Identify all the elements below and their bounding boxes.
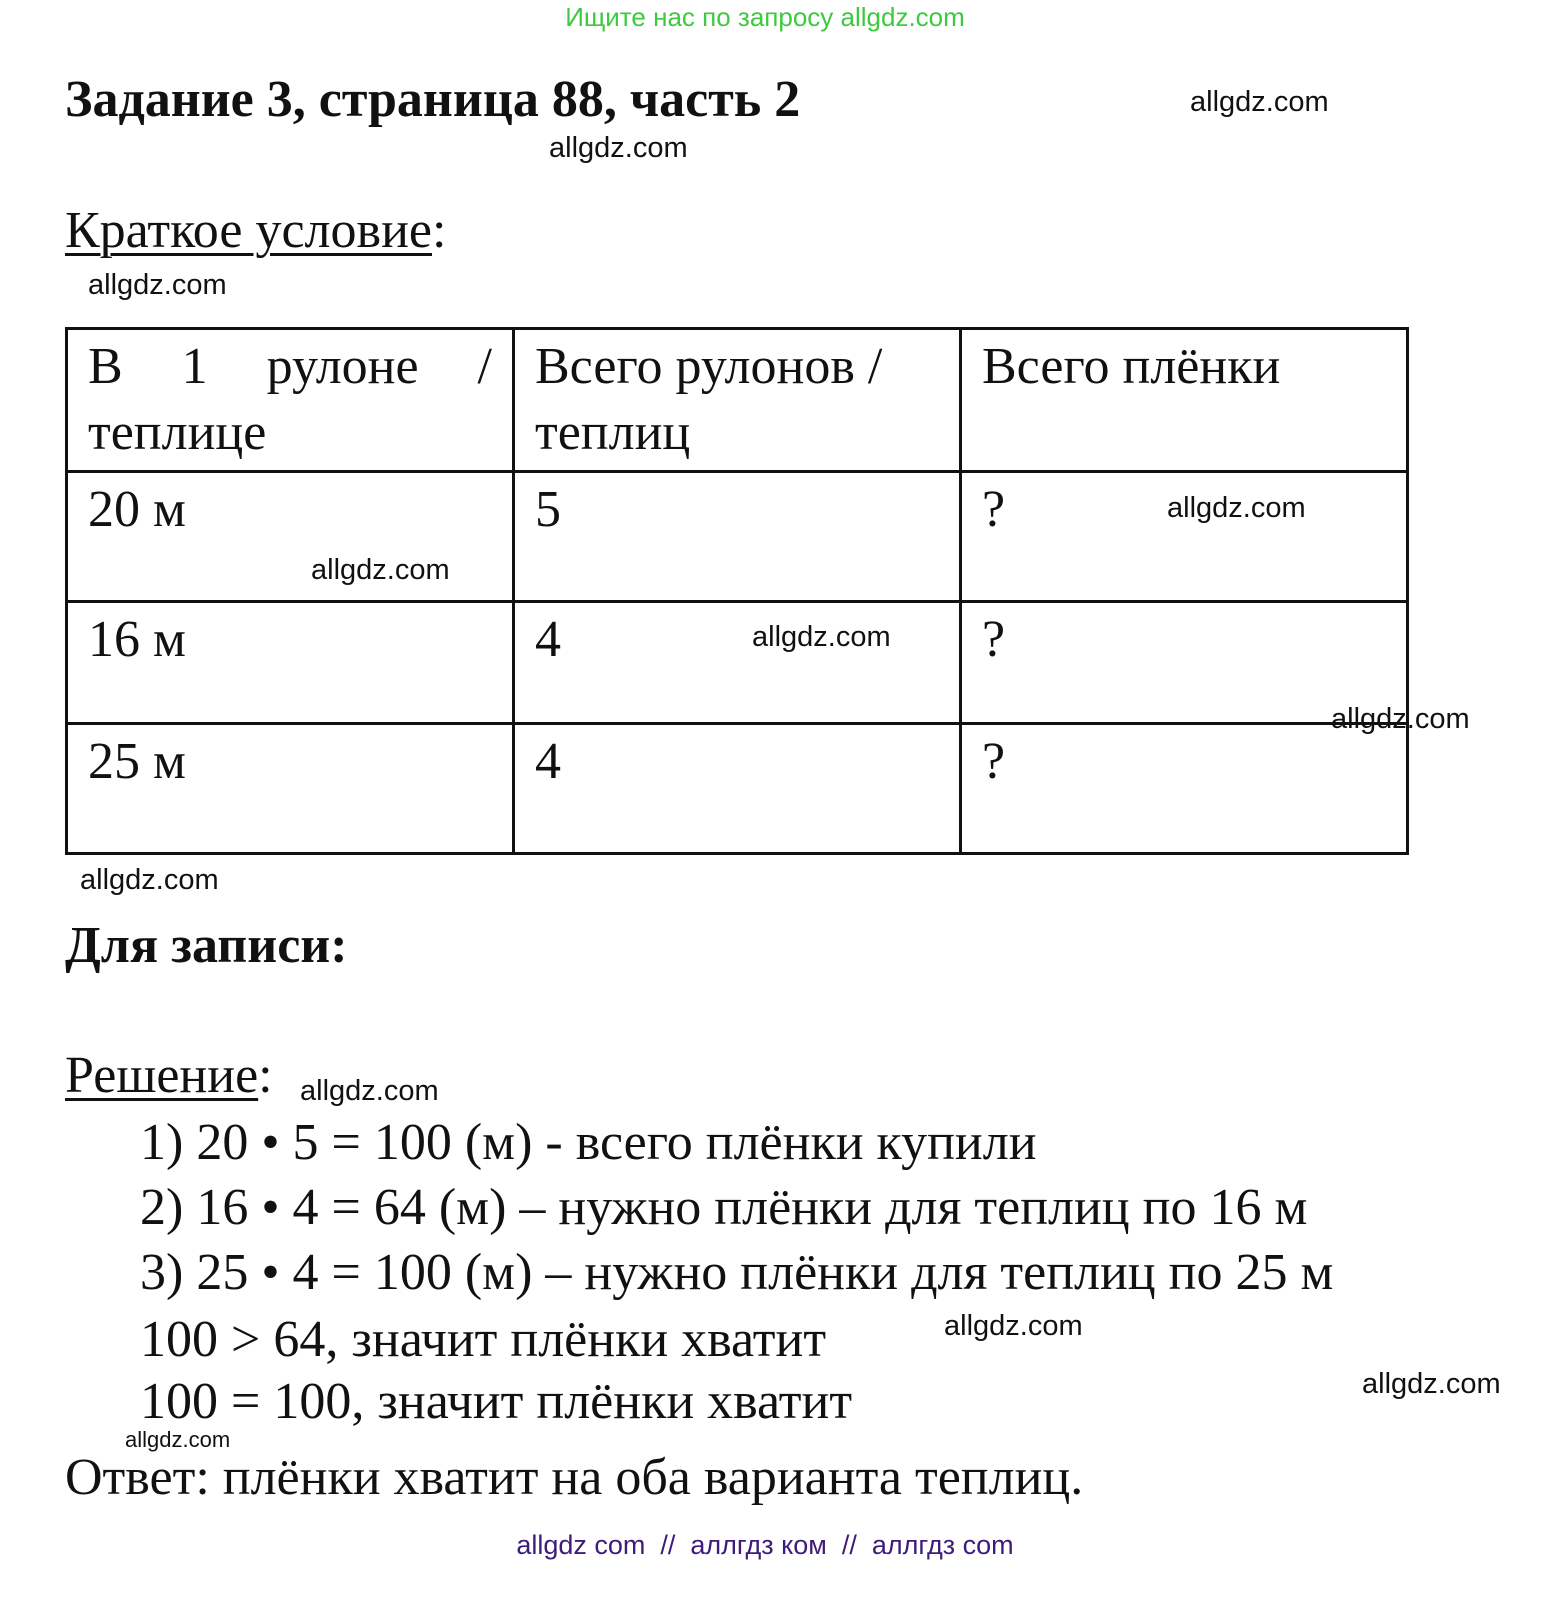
page-title: Задание 3, страница 88, часть 2 [65, 71, 801, 128]
table-cell: 4 [514, 724, 961, 854]
table-header-row [67, 329, 1408, 472]
table-cell: ? [961, 472, 1408, 602]
solution-line: 2) 16 • 4 = 64 (м) – нужно плёнки для теплиц по 16 м [140, 1179, 1308, 1236]
watermark: allgdz.com [1190, 86, 1329, 118]
watermark: allgdz.com [549, 132, 688, 164]
watermark: allgdz.com [80, 864, 219, 896]
top-banner: Ищите нас по запросу allgdz.com [565, 2, 965, 32]
table-cell: 20 м [67, 472, 514, 602]
table-cell: 5 [514, 472, 961, 602]
watermark: allgdz.com [944, 1310, 1083, 1342]
condition-heading: Краткое условие: [65, 202, 447, 259]
watermark: allgdz.com [311, 554, 450, 586]
solution-line: 3) 25 • 4 = 100 (м) – нужно плёнки для теплиц по 25 м [140, 1244, 1334, 1301]
solution-heading: Решение: [65, 1047, 273, 1104]
footer-links: allgdz com // аллгдз ком // аллгдз com [516, 1530, 1014, 1560]
watermark: allgdz.com [300, 1075, 439, 1107]
solution-label: Решение [65, 1047, 259, 1104]
table-row [67, 472, 1408, 602]
condition-table [65, 327, 1409, 855]
watermark: allgdz.com [1362, 1368, 1501, 1400]
header-cell: Всего рулонов / теплиц [514, 329, 961, 472]
solution-line: 100 > 64, значит плёнки хватит [140, 1311, 827, 1368]
table-cell: ? [961, 602, 1408, 724]
header-cell: В 1 рулоне / теплице [67, 329, 514, 472]
answer: Ответ: плёнки хватит на оба варианта теплиц. [65, 1449, 1084, 1506]
table-row [67, 602, 1408, 724]
table-row [67, 724, 1408, 854]
header-cell: Всего плёнки [961, 329, 1408, 472]
record-heading: Для записи: [65, 917, 348, 974]
watermark: allgdz.com [752, 621, 891, 653]
table-cell: 16 м [67, 602, 514, 724]
watermark: allgdz.com [88, 269, 227, 301]
watermark: allgdz.com [1167, 492, 1306, 524]
solution-line: 100 = 100, значит плёнки хватит [140, 1373, 853, 1430]
condition-label: Краткое условие [65, 202, 432, 259]
table-cell: 4 [514, 602, 961, 724]
table-cell: ? [961, 724, 1408, 854]
watermark: allgdz.com [1331, 703, 1470, 735]
watermark: allgdz.com [125, 1427, 231, 1452]
table-cell: 25 м [67, 724, 514, 854]
solution-line: 1) 20 • 5 = 100 (м) - всего плёнки купили [140, 1114, 1037, 1171]
